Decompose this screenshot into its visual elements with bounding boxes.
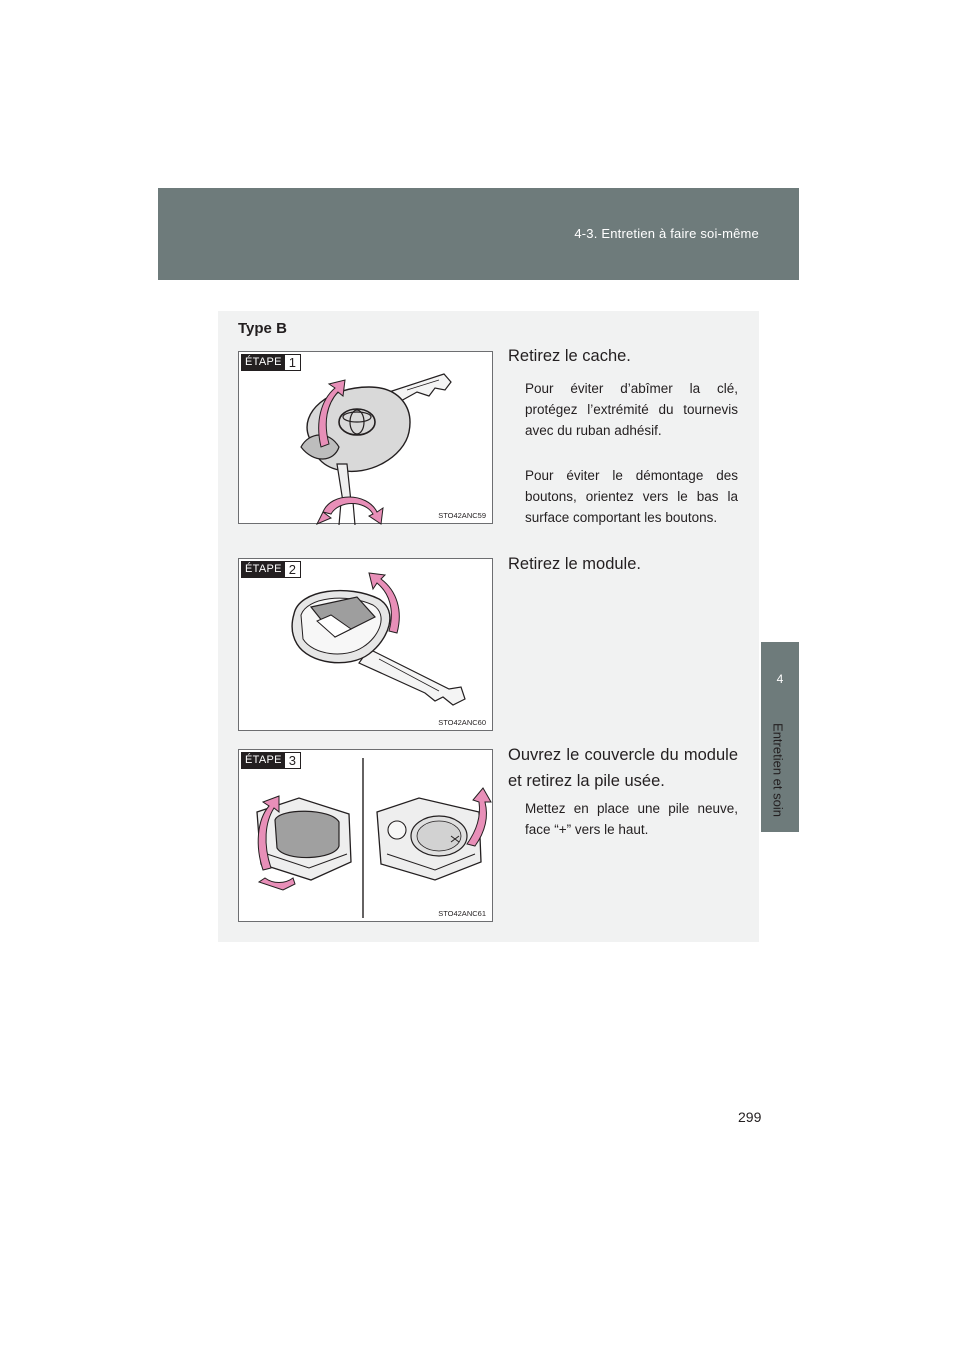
section-title: 4-3. Entretien à faire soi-même xyxy=(574,226,759,241)
key-cover-illustration xyxy=(239,352,494,525)
step-badge-number: 3 xyxy=(285,753,300,768)
step-2-heading: Retirez le module. xyxy=(508,555,641,573)
step-2-badge xyxy=(241,561,301,578)
chapter-number: 4 xyxy=(776,672,784,686)
panel-title: Type B xyxy=(238,320,287,337)
figure-code: STO42ANC60 xyxy=(438,718,486,727)
header-band xyxy=(158,188,799,280)
step-2-figure xyxy=(238,558,493,731)
step-badge-word: ÉTAPE xyxy=(242,753,285,768)
page-number: 299 xyxy=(738,1109,762,1125)
step-1-note-1: Pour éviter d’abîmer la clé, protégez l’extrémité du tournevis avec du ruban adhésif. xyxy=(525,381,738,438)
chapter-label: Entretien et soin xyxy=(770,723,786,817)
figure-code: STO42ANC59 xyxy=(438,511,486,520)
step-3-note-1: Mettez en place une pile neuve, face “+” vers le haut. xyxy=(525,801,738,837)
figure-code: STO42ANC61 xyxy=(438,909,486,918)
step-1-badge xyxy=(241,354,301,371)
step-badge-number: 1 xyxy=(285,355,300,370)
step-1-figure xyxy=(238,351,493,524)
step-badge-word: ÉTAPE xyxy=(242,562,285,577)
step-3-badge xyxy=(241,752,301,769)
step-badge-number: 2 xyxy=(285,562,300,577)
step-1-heading: Retirez le cache. xyxy=(508,347,631,365)
step-3-figure xyxy=(238,749,493,922)
battery-replacement-illustration xyxy=(239,750,494,923)
module-removal-illustration xyxy=(239,559,494,732)
step-1-note-2: Pour éviter le démontage des boutons, orientez vers le bas la surface comportant les boutons. xyxy=(525,468,738,525)
step-3-heading: Ouvrez le couvercle du module et retirez la pile usée. xyxy=(508,746,738,790)
step-badge-word: ÉTAPE xyxy=(242,355,285,370)
